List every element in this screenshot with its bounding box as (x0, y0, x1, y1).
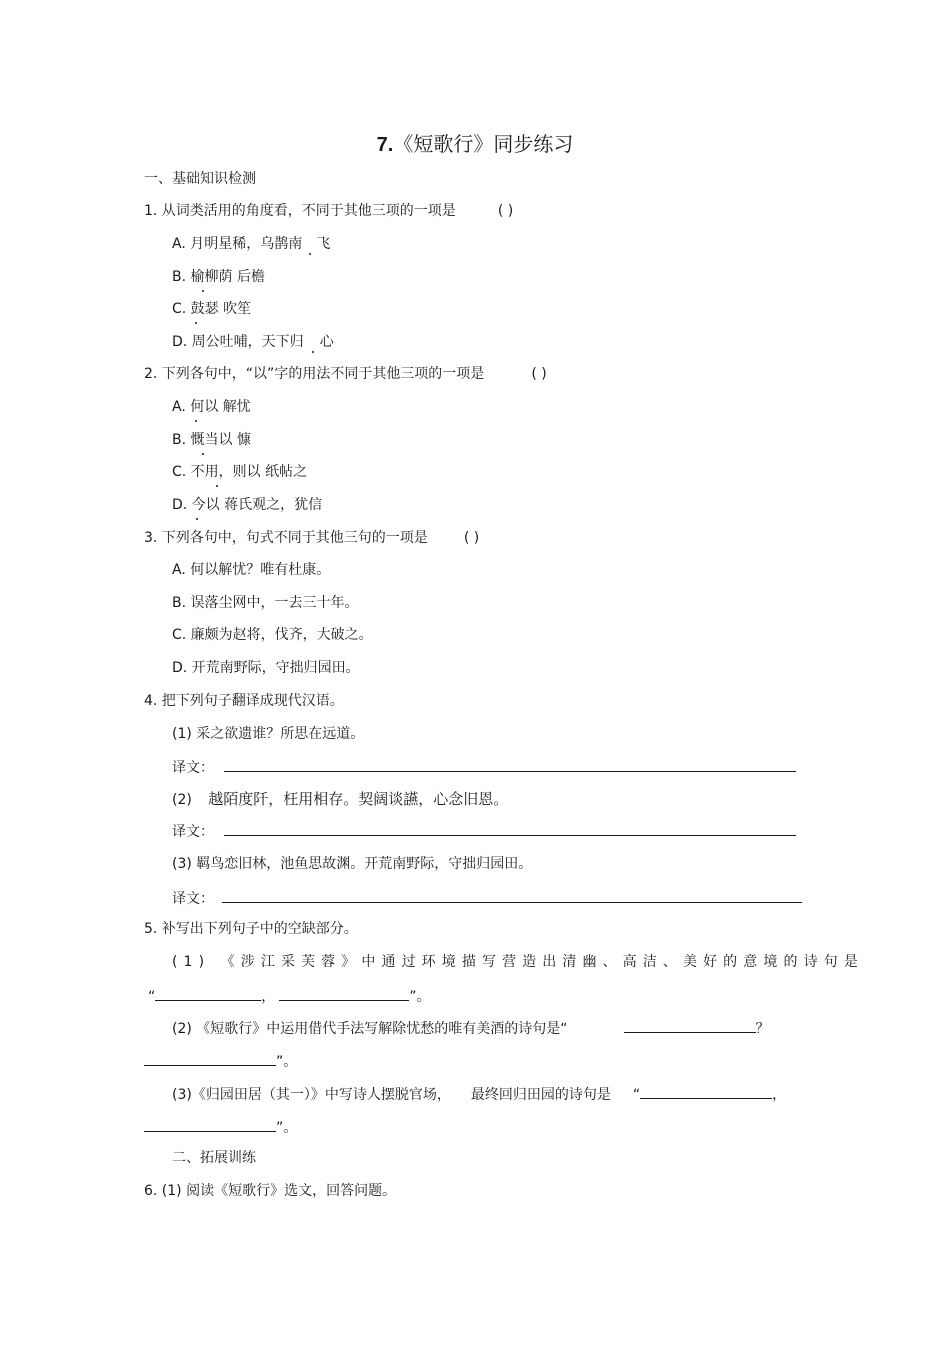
translation-line-3 (172, 888, 802, 908)
question-5-item-2 (172, 1018, 770, 1038)
question-2-option-c (172, 463, 307, 481)
question-2-stem (144, 365, 547, 383)
translation-label: 译文： (172, 891, 214, 907)
option-text: A. 月明星稀，乌鹊南 (172, 236, 303, 252)
question-mark: ？ (755, 1021, 770, 1037)
answer-blank[interactable] (144, 1051, 276, 1066)
option-text: 解忧 (222, 399, 251, 415)
question-5-stem: 5. 补写出下列句子中的空缺部分。 (144, 921, 358, 937)
open-quote: “ (632, 1087, 641, 1103)
question-5-item-3 (172, 1084, 786, 1104)
comma: ， (772, 1087, 787, 1103)
question-6-stem: 6. (1) 阅读《短歌行》选文，回答问题。 (144, 1183, 397, 1199)
question-3-stem (144, 529, 479, 547)
question-3-option-a: A. 何以解忧？唯有杜康。 (172, 562, 331, 578)
close-quote: ”。 (276, 1054, 298, 1070)
translation-label: 译文： (172, 824, 214, 840)
question-5-item-3-blank (144, 1117, 297, 1137)
option-text: 后檐 (236, 269, 265, 285)
item-text-2: 最终回归田园的诗句是 (470, 1087, 611, 1103)
question-4-sentence-3: (3) 羁鸟恋旧林，池鱼思故渊。开荒南野际，守拙归园田。 (172, 856, 533, 872)
question-2-text: 2. 下列各句中，“以”字的用法不同于其他三项的一项是 (144, 366, 485, 382)
question-1-option-c (172, 300, 251, 318)
question-1-option-a (172, 235, 330, 253)
answer-blank[interactable] (624, 1018, 756, 1033)
question-2-option-b (172, 431, 251, 449)
answer-blank[interactable] (222, 888, 802, 903)
translation-line-1 (172, 757, 796, 777)
answer-blank[interactable] (224, 757, 796, 772)
option-text: 吹笙 (223, 301, 252, 317)
marked-word: 心 (319, 334, 334, 350)
option-text: 慷 (236, 432, 251, 448)
question-4-stem: 4. 把下列句子翻译成现代汉语。 (144, 693, 344, 709)
close-quote: ”。 (276, 1120, 298, 1136)
question-4-sentence-2 (172, 790, 508, 809)
translation-label: 译文： (172, 760, 214, 776)
question-5-item-1: (1) 《涉江采芙蓉》中通过环境描写营造出清幽、高洁、美好的意境的诗句是 (172, 954, 864, 970)
question-2-option-a (172, 398, 251, 416)
question-3-text: 3. 下列各句中，句式不同于其他三句的一项是 (144, 530, 428, 546)
marked-word: 飞 (316, 236, 331, 252)
close-quote: ”。 (409, 989, 431, 1005)
question-1-stem (144, 202, 513, 220)
open-quote: “ (148, 989, 156, 1005)
answer-parens: ( ) (463, 530, 480, 546)
marked-word: B. 慨当以 (172, 432, 233, 448)
section-heading-extension: 二、拓展训练 (172, 1150, 256, 1166)
answer-blank[interactable] (279, 986, 409, 1001)
option-text: 纸帖之 (265, 464, 308, 480)
marked-word: A. 何以 (172, 399, 219, 415)
item-text: (3)《归园田居（其一）》中写诗人摆脱官场， (172, 1087, 451, 1103)
answer-blank[interactable] (640, 1084, 772, 1099)
question-3-option-c: C. 廉颇为赵将，伐齐，大破之。 (172, 627, 373, 643)
question-1-option-b (172, 268, 265, 286)
question-5-item-1-blanks (148, 986, 431, 1006)
answer-parens: ( ) (531, 366, 547, 382)
answer-parens: ( ) (497, 203, 514, 219)
marked-word: D. 今以 (172, 497, 220, 513)
answer-blank[interactable] (155, 986, 261, 1001)
option-text: 蒋氏观之，犹信 (224, 497, 323, 513)
answer-blank[interactable] (224, 821, 796, 836)
question-3-option-d: D. 开荒南野际，守拙归园田。 (172, 660, 360, 676)
comma: ， (261, 989, 276, 1005)
item-text: (2) 《短歌行》中运用借代手法写解除忧愁的唯有美酒的诗句是“ (172, 1021, 568, 1037)
question-5-item-2-blank (144, 1051, 297, 1071)
sentence-number: (2) (172, 792, 192, 808)
title-number: 7. (376, 134, 394, 156)
marked-word: C. 鼓瑟 (172, 301, 219, 317)
question-2-option-d (172, 496, 322, 514)
question-3-option-b: B. 误落尘网中，一去三十年。 (172, 595, 359, 611)
marked-word: B. 榆柳荫 (172, 269, 233, 285)
answer-blank[interactable] (144, 1117, 276, 1132)
translation-line-2 (172, 821, 796, 841)
question-1-text: 1. 从词类活用的角度看，不同于其他三项的一项是 (144, 203, 456, 219)
title-text: 《短歌行》同步练习 (393, 132, 574, 156)
marked-word: C. 不用，则以 (172, 464, 261, 480)
sentence-text: 越陌度阡，枉用相存。契阔谈讌，心念旧恩。 (208, 790, 509, 808)
question-4-sentence-1: (1) 采之欲遗谁？所思在远道。 (172, 726, 365, 742)
question-1-option-d (172, 333, 334, 351)
page-title (0, 132, 950, 157)
section-heading-basics: 一、基础知识检测 (144, 171, 256, 187)
option-text: D. 周公吐哺，天下归 (172, 334, 304, 350)
